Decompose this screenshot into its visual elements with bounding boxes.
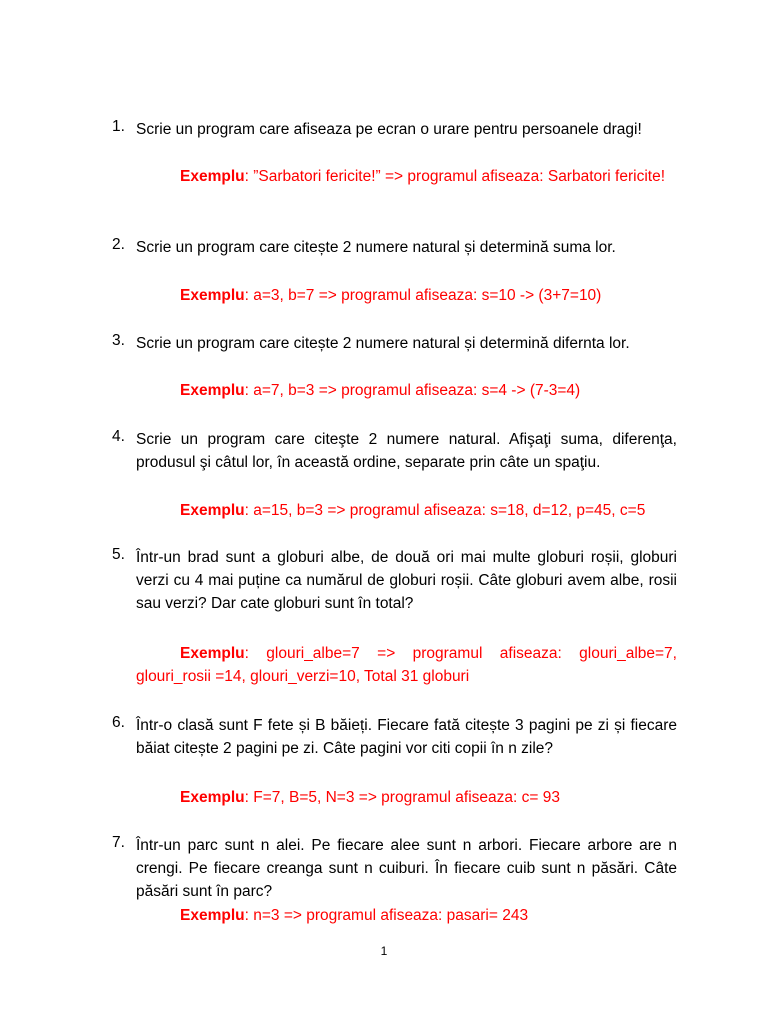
example-text: : a=3, b=7 => programul afiseaza: s=10 -> (3+7=10) bbox=[244, 287, 602, 304]
example-line bbox=[136, 642, 677, 688]
example-text: : glouri_albe=7 => programul afiseaza: glouri_albe=7, glouri_rosii =14, glouri_verzi=10, Total 31 globuri bbox=[136, 645, 677, 685]
example-label: Exemplu bbox=[180, 168, 245, 185]
page-number: 1 bbox=[380, 944, 388, 958]
example-label: Exemplu bbox=[180, 502, 245, 519]
example-line bbox=[180, 499, 677, 522]
item-text: Într-un parc sunt n alei. Pe fiecare alee sunt n arbori. Fiecare arbore are n crengi. Pe fiecare creanga sunt n cuiburi. În fiecare cuib sunt n păsări. Câte păsări sunt în parc? bbox=[136, 837, 677, 900]
example-line bbox=[180, 379, 677, 402]
item-text: Într-o clasă sunt F fete și B băieți. Fiecare fată citește 3 pagini pe zi și fiecare băiat citește 2 pagini pe zi. Câte pagini vor citi copii în n zile? bbox=[136, 717, 677, 757]
example-text: : a=15, b=3 => programul afiseaza: s=18, d=12, p=45, c=5 bbox=[244, 502, 646, 519]
item-text: Într-un brad sunt a globuri albe, de două ori mai multe globuri roșii, globuri verzi cu 4 mai puține ca numărul de globuri roșii. Câte globuri avem albe, rosii sau verzi? Dar cate globuri sunt în total? bbox=[136, 549, 677, 612]
item-number: 7. bbox=[112, 834, 125, 851]
example-label: Exemplu bbox=[180, 287, 245, 304]
example-line bbox=[180, 786, 677, 809]
item-text: Scrie un program care afiseaza pe ecran o urare pentru persoanele dragi! bbox=[136, 121, 642, 138]
example-label: Exemplu bbox=[180, 907, 245, 924]
example-text: : a=7, b=3 => programul afiseaza: s=4 -> (7-3=4) bbox=[244, 382, 581, 399]
item-text: Scrie un program care citeşte 2 numere natural. Afişaţi suma, diferenţa, produsul şi câtul lor, în această ordine, separate prin câte un spaţiu. bbox=[136, 431, 677, 471]
item-number: 5. bbox=[112, 546, 125, 563]
example-line bbox=[136, 165, 677, 188]
item-number: 2. bbox=[112, 236, 125, 253]
example-label: Exemplu bbox=[180, 382, 245, 399]
item-number: 1. bbox=[112, 118, 125, 135]
example-text: : F=7, B=5, N=3 => programul afiseaza: c= 93 bbox=[244, 789, 560, 806]
item-number: 3. bbox=[112, 332, 125, 349]
example-text: : ”Sarbatori fericite!” => programul afiseaza: Sarbatori fericite! bbox=[244, 168, 666, 185]
item-text: Scrie un program care citește 2 numere natural și determină difernta lor. bbox=[136, 335, 630, 352]
example-label: Exemplu bbox=[180, 645, 245, 662]
item-number: 6. bbox=[112, 714, 125, 731]
item-number: 4. bbox=[112, 428, 125, 445]
example-text: : n=3 => programul afiseaza: pasari= 243 bbox=[244, 907, 529, 924]
item-text: Scrie un program care citește 2 numere natural și determină suma lor. bbox=[136, 239, 616, 256]
example-label: Exemplu bbox=[180, 789, 245, 806]
example-line bbox=[180, 284, 677, 307]
example-line bbox=[180, 904, 677, 927]
